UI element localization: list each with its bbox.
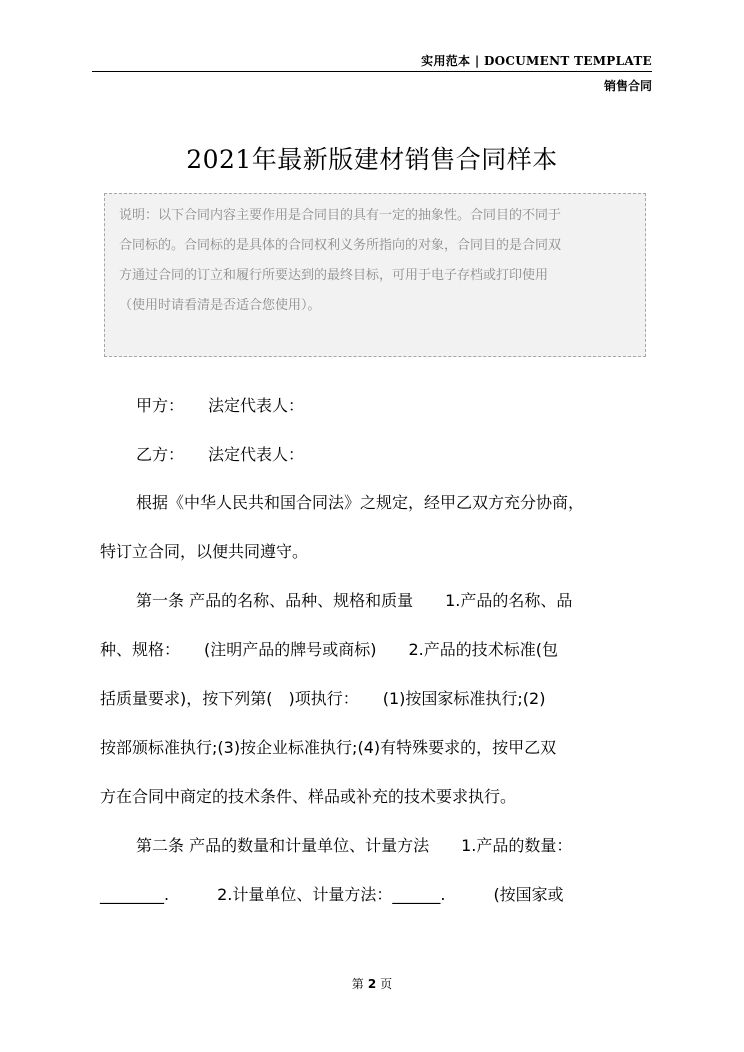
clause-2-heading: 第二条 产品的数量和计量单位、计量方法 1.产品的数量：	[136, 836, 573, 855]
page-footer	[0, 975, 744, 992]
paragraph-line: ________. 2.计量单位、计量方法：______. (按国家或	[100, 885, 564, 904]
paragraph-line: 根据《中华人民共和国合同法》之规定，经甲乙双方充分协商，	[136, 493, 585, 512]
page-number: 2	[367, 977, 377, 991]
party-b-line: 乙方： 法定代表人：	[136, 445, 305, 464]
footer-prefix: 第	[351, 977, 364, 991]
paragraph-line: 种、规格： (注明产品的牌号或商标) 2.产品的技术标准(包	[100, 640, 558, 659]
contract-body	[100, 0, 652, 1052]
paragraph-line: 按部颁标准执行;(3)按企业标准执行;(4)有特殊要求的，按甲乙双	[100, 738, 557, 757]
note-line: 合同标的。合同标的是具体的合同权利义务所指向的对象，合同目的是合同双	[119, 238, 562, 253]
note-line: 说明：以下合同内容主要作用是合同目的具有一定的抽象性。合同目的不同于	[119, 208, 562, 223]
document-title: 2021年最新版建材销售合同样本	[186, 145, 558, 174]
paragraph-line: 特订立合同，以便共同遵守。	[100, 542, 309, 561]
header-subtitle: 销售合同	[603, 79, 652, 93]
paragraph-line: 方在合同中商定的技术条件、样品或补充的技术要求执行。	[100, 787, 517, 806]
clause-1-heading: 第一条 产品的名称、品种、规格和质量 1.产品的名称、品	[136, 591, 573, 610]
paragraph-line: 括质量要求)，按下列第( )项执行： (1)按国家标准执行;(2)	[100, 689, 546, 708]
note-line: （使用时请看清是否适合您使用）。	[119, 298, 321, 313]
party-a-line: 甲方： 法定代表人：	[136, 396, 305, 415]
footer-suffix: 页	[380, 977, 393, 991]
header-brand: 实用范本 | DOCUMENT TEMPLATE	[421, 54, 652, 68]
note-line: 方通过合同的订立和履行所要达到的最终目标，可用于电子存档或打印使用	[119, 268, 549, 283]
